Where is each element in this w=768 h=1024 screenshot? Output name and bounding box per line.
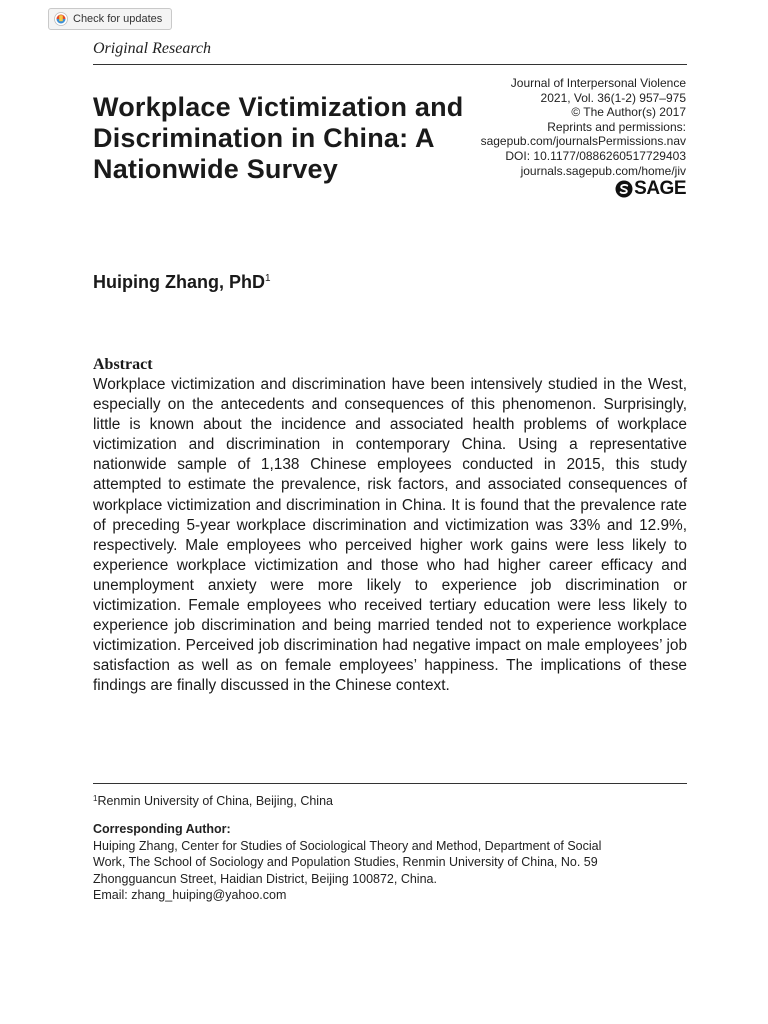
corresponding-line: Huiping Zhang, Center for Studies of Sociological Theory and Method, Department of Social (93, 839, 602, 853)
journal-home-link[interactable]: journals.sagepub.com/home/jiv (520, 163, 686, 178)
sage-mark-icon (615, 180, 633, 198)
journal-name: Journal of Interpersonal Violence (510, 76, 686, 90)
check-for-updates-button[interactable] (48, 8, 172, 30)
permissions-link[interactable]: sagepub.com/journalsPermissions.nav (480, 134, 686, 149)
affiliation-mark: 1 (93, 794, 98, 803)
journal-volume: 2021, Vol. 36(1-2) 957–975 (540, 90, 686, 105)
footnote-divider (93, 783, 687, 784)
corresponding-author-details (93, 838, 689, 903)
reprints-label: Reprints and permissions: (547, 119, 686, 134)
check-for-updates-label: Check for updates (73, 13, 163, 25)
corresponding-line: Work, The School of Sociology and Population Studies, Renmin University of China, No. 59 (93, 855, 598, 870)
author-line (93, 272, 271, 293)
author-name: Huiping Zhang, PhD (93, 272, 265, 292)
corresponding-line: Zhongguancun Street, Haidian District, Beijing 100872, China. (93, 871, 437, 886)
section-label: Original Research (93, 40, 212, 57)
top-divider (93, 64, 687, 65)
sage-logo (615, 178, 686, 200)
abstract-body: Workplace victimization and discrimination have been intensively studied in the West, especially on the antecedents and consequences of this phenomenon. Surprisingly, little is known about the incidence and associated health problems of workplace victimization and discrimination in contemporary China. Using a representative nationwide sample of 1,138 Chinese employees conducted in 2015, this study attempted to estimate the prevalence, risk factors, and associated consequences of workplace victimization and discrimination in China. It is found that the prevalence rate of preceding 5-year workplace discrimination and victimization was 33% and 12.9%, respectively. Male employees who perceived higher work gains were less likely to experience workplace victimization and those who had higher career efficacy and unemployment anxiety were more likely to experience job discrimination or victimization. Female employees who received tertiary education were less likely to experience job discrimination and being married tended not to experience workplace victimization. Perceived job discrimination had negative impact on male employees’ job satisfaction as well as on female employees’ happiness. The implications of these findings are finally discussed in the Chinese context. (93, 376, 687, 695)
abstract-heading: Abstract (93, 356, 153, 373)
corresponding-author-heading: Corresponding Author: (93, 822, 231, 836)
article-title: Workplace Victimization and Discrimination in China: A Nationwide Survey (93, 92, 464, 184)
doi[interactable]: DOI: 10.1177/0886260517729403 (505, 148, 686, 163)
journal-info (481, 76, 686, 178)
author-affiliation-mark: 1 (264, 273, 271, 284)
corresponding-email[interactable]: Email: zhang_huiping@yahoo.com (93, 887, 287, 902)
sage-wordmark: SAGE (634, 178, 686, 199)
affiliation-footnote (93, 794, 333, 808)
affiliation-text: Renmin University of China, Beijing, China (97, 794, 333, 808)
copyright: © The Author(s) 2017 (571, 105, 686, 120)
crossmark-icon (54, 12, 68, 26)
